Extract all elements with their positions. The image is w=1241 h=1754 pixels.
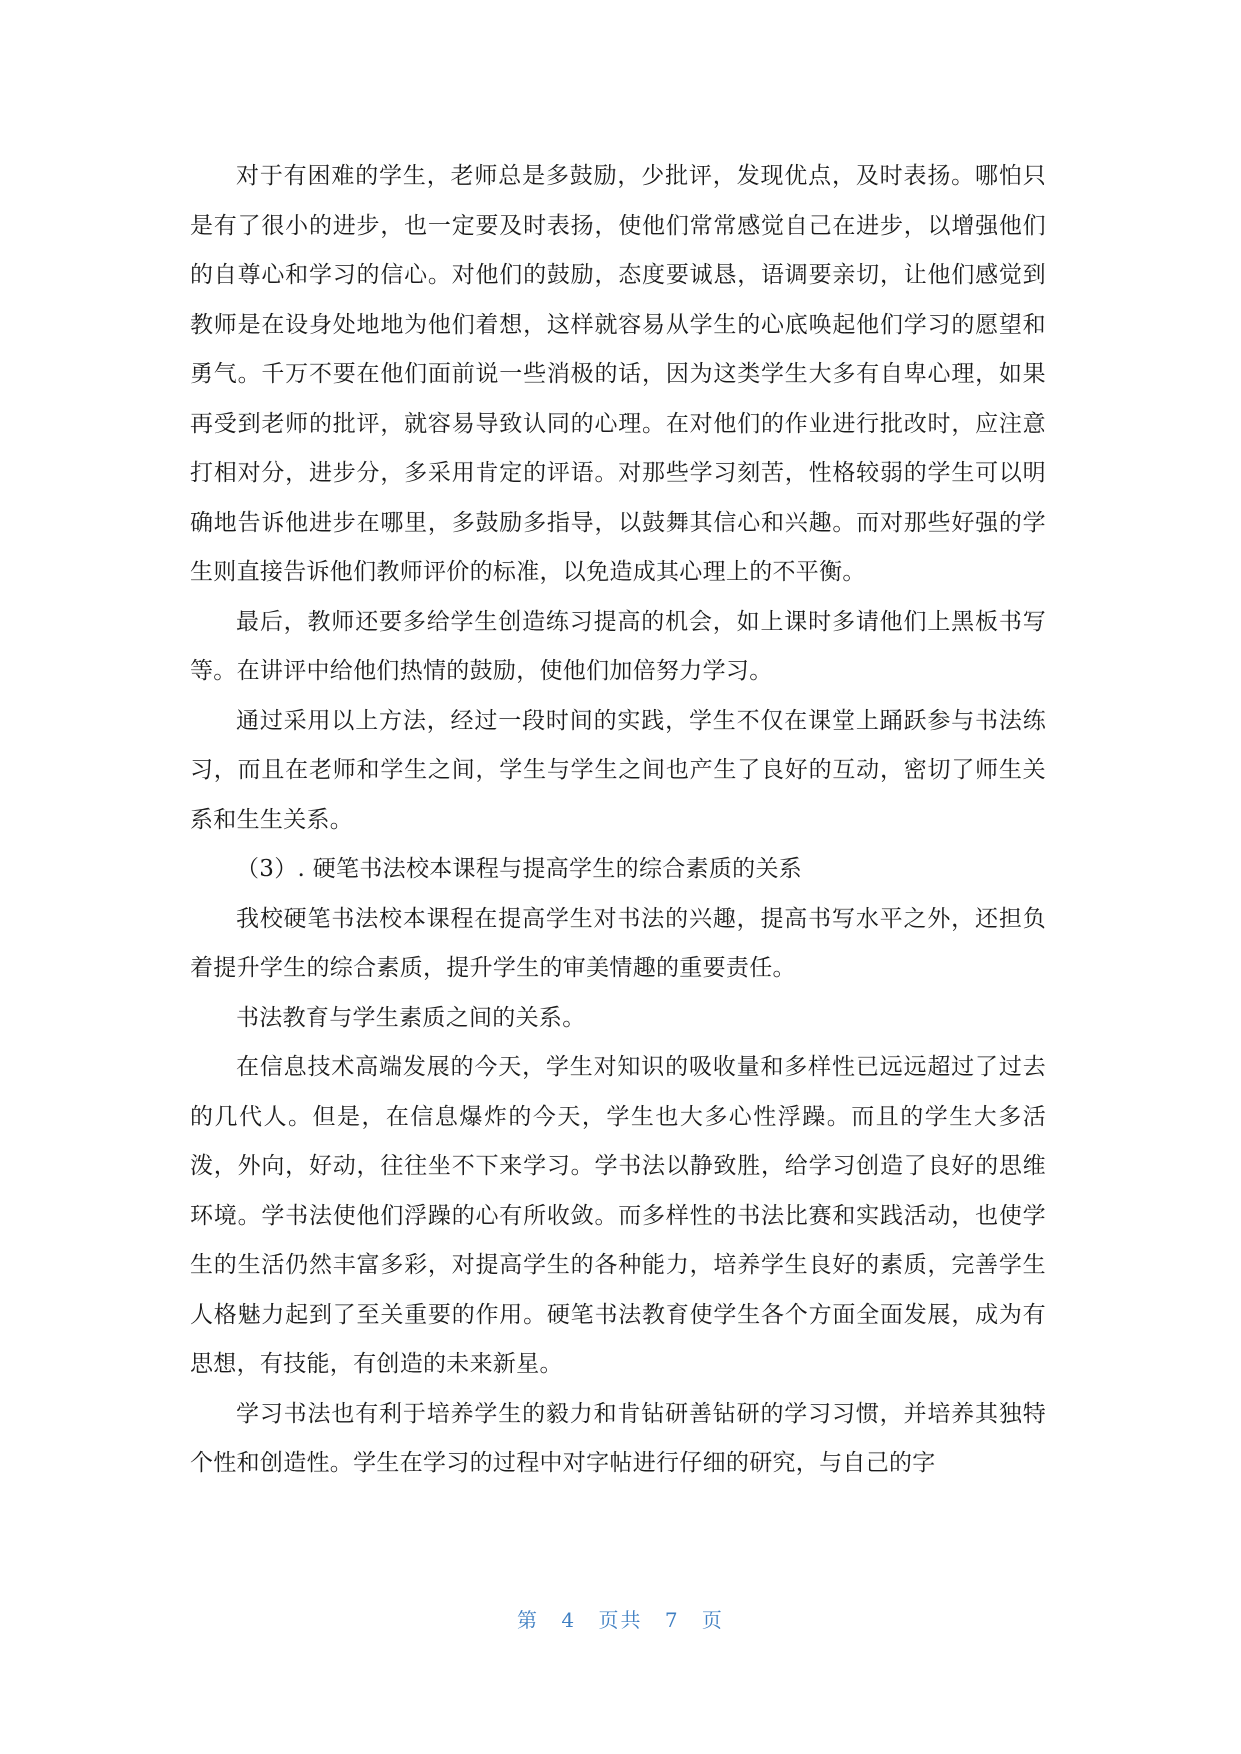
section-heading: （3）. 硬笔书法校本课程与提高学生的综合素质的关系 <box>236 856 803 882</box>
paragraph-information-age: 在信息技术高端发展的今天，学生对知识的吸收量和多样性已远远超过了过去的几代人。但是，在信息爆炸的今天，学生也大多心性浮躁。而且的学生大多活泼，外向，好动，往往坐不下来学习。学书法以静致胜，给学习创造了良好的思维环境。学书法使他们浮躁的心有所收敛。而多样性的书法比赛和实践活动，也使学生的生活仍然丰富多彩，对提高学生的各种能力，培养学生良好的素质，完善学生人格魅力起到了至关重要的作用。硬笔书法教育使学生各个方面全面发展，成为有思想，有技能，有创造的未来新星。 <box>190 1054 1046 1377</box>
paragraph-perseverance: 学习书法也有利于培养学生的毅力和肯钻研善钻研的学习习惯，并培养其独特个性和创造性。学生在学习的过程中对字帖进行仔细的研究，与自己的字 <box>190 1400 1046 1476</box>
document-body <box>190 152 1046 1489</box>
paragraph-encouragement: 对于有困难的学生，老师总是多鼓励，少批评，发现优点，及时表扬。哪怕只是有了很小的进步，也一定要及时表扬，使他们常常感觉自己在进步，以增强他们的自尊心和学习的信心。对他们的鼓励，态度要诚恳，语调要亲切，让他们感觉到教师是在设身处地地为他们着想，这样就容易从学生的心底唤起他们学习的愿望和勇气。千万不要在他们面前说一些消极的话，因为这类学生大多有自卑心理，如果再受到老师的批评，就容易导致认同的心理。在对他们的作业进行批改时，应注意打相对分，进步分，多采用肯定的评语。对那些学习刻苦，性格较弱的学生可以明确地告诉他进步在哪里，多鼓励多指导，以鼓舞其信心和兴趣。而对那些好强的学生则直接告诉他们教师评价的标准，以免造成其心理上的不平衡。 <box>190 163 1046 585</box>
paragraph-results: 通过采用以上方法，经过一段时间的实践，学生不仅在课堂上踊跃参与书法练习，而且在老师和学生之间，学生与学生之间也产生了良好的互动，密切了师生关系和生生关系。 <box>190 707 1046 833</box>
paragraph-subtopic: 书法教育与学生素质之间的关系。 <box>236 1004 586 1031</box>
paragraph-course-responsibility: 我校硬笔书法校本课程在提高学生对书法的兴趣，提高书写水平之外，还担负着提升学生的综合素质，提升学生的审美情趣的重要责任。 <box>190 905 1046 981</box>
paragraph-practice-opportunity: 最后，教师还要多给学生创造练习提高的机会，如上课时多请他们上黑板书写等。在讲评中给他们热情的鼓励，使他们加倍努力学习。 <box>190 608 1046 684</box>
page-number-footer: 第 4 页共 7 页 <box>517 1608 724 1632</box>
